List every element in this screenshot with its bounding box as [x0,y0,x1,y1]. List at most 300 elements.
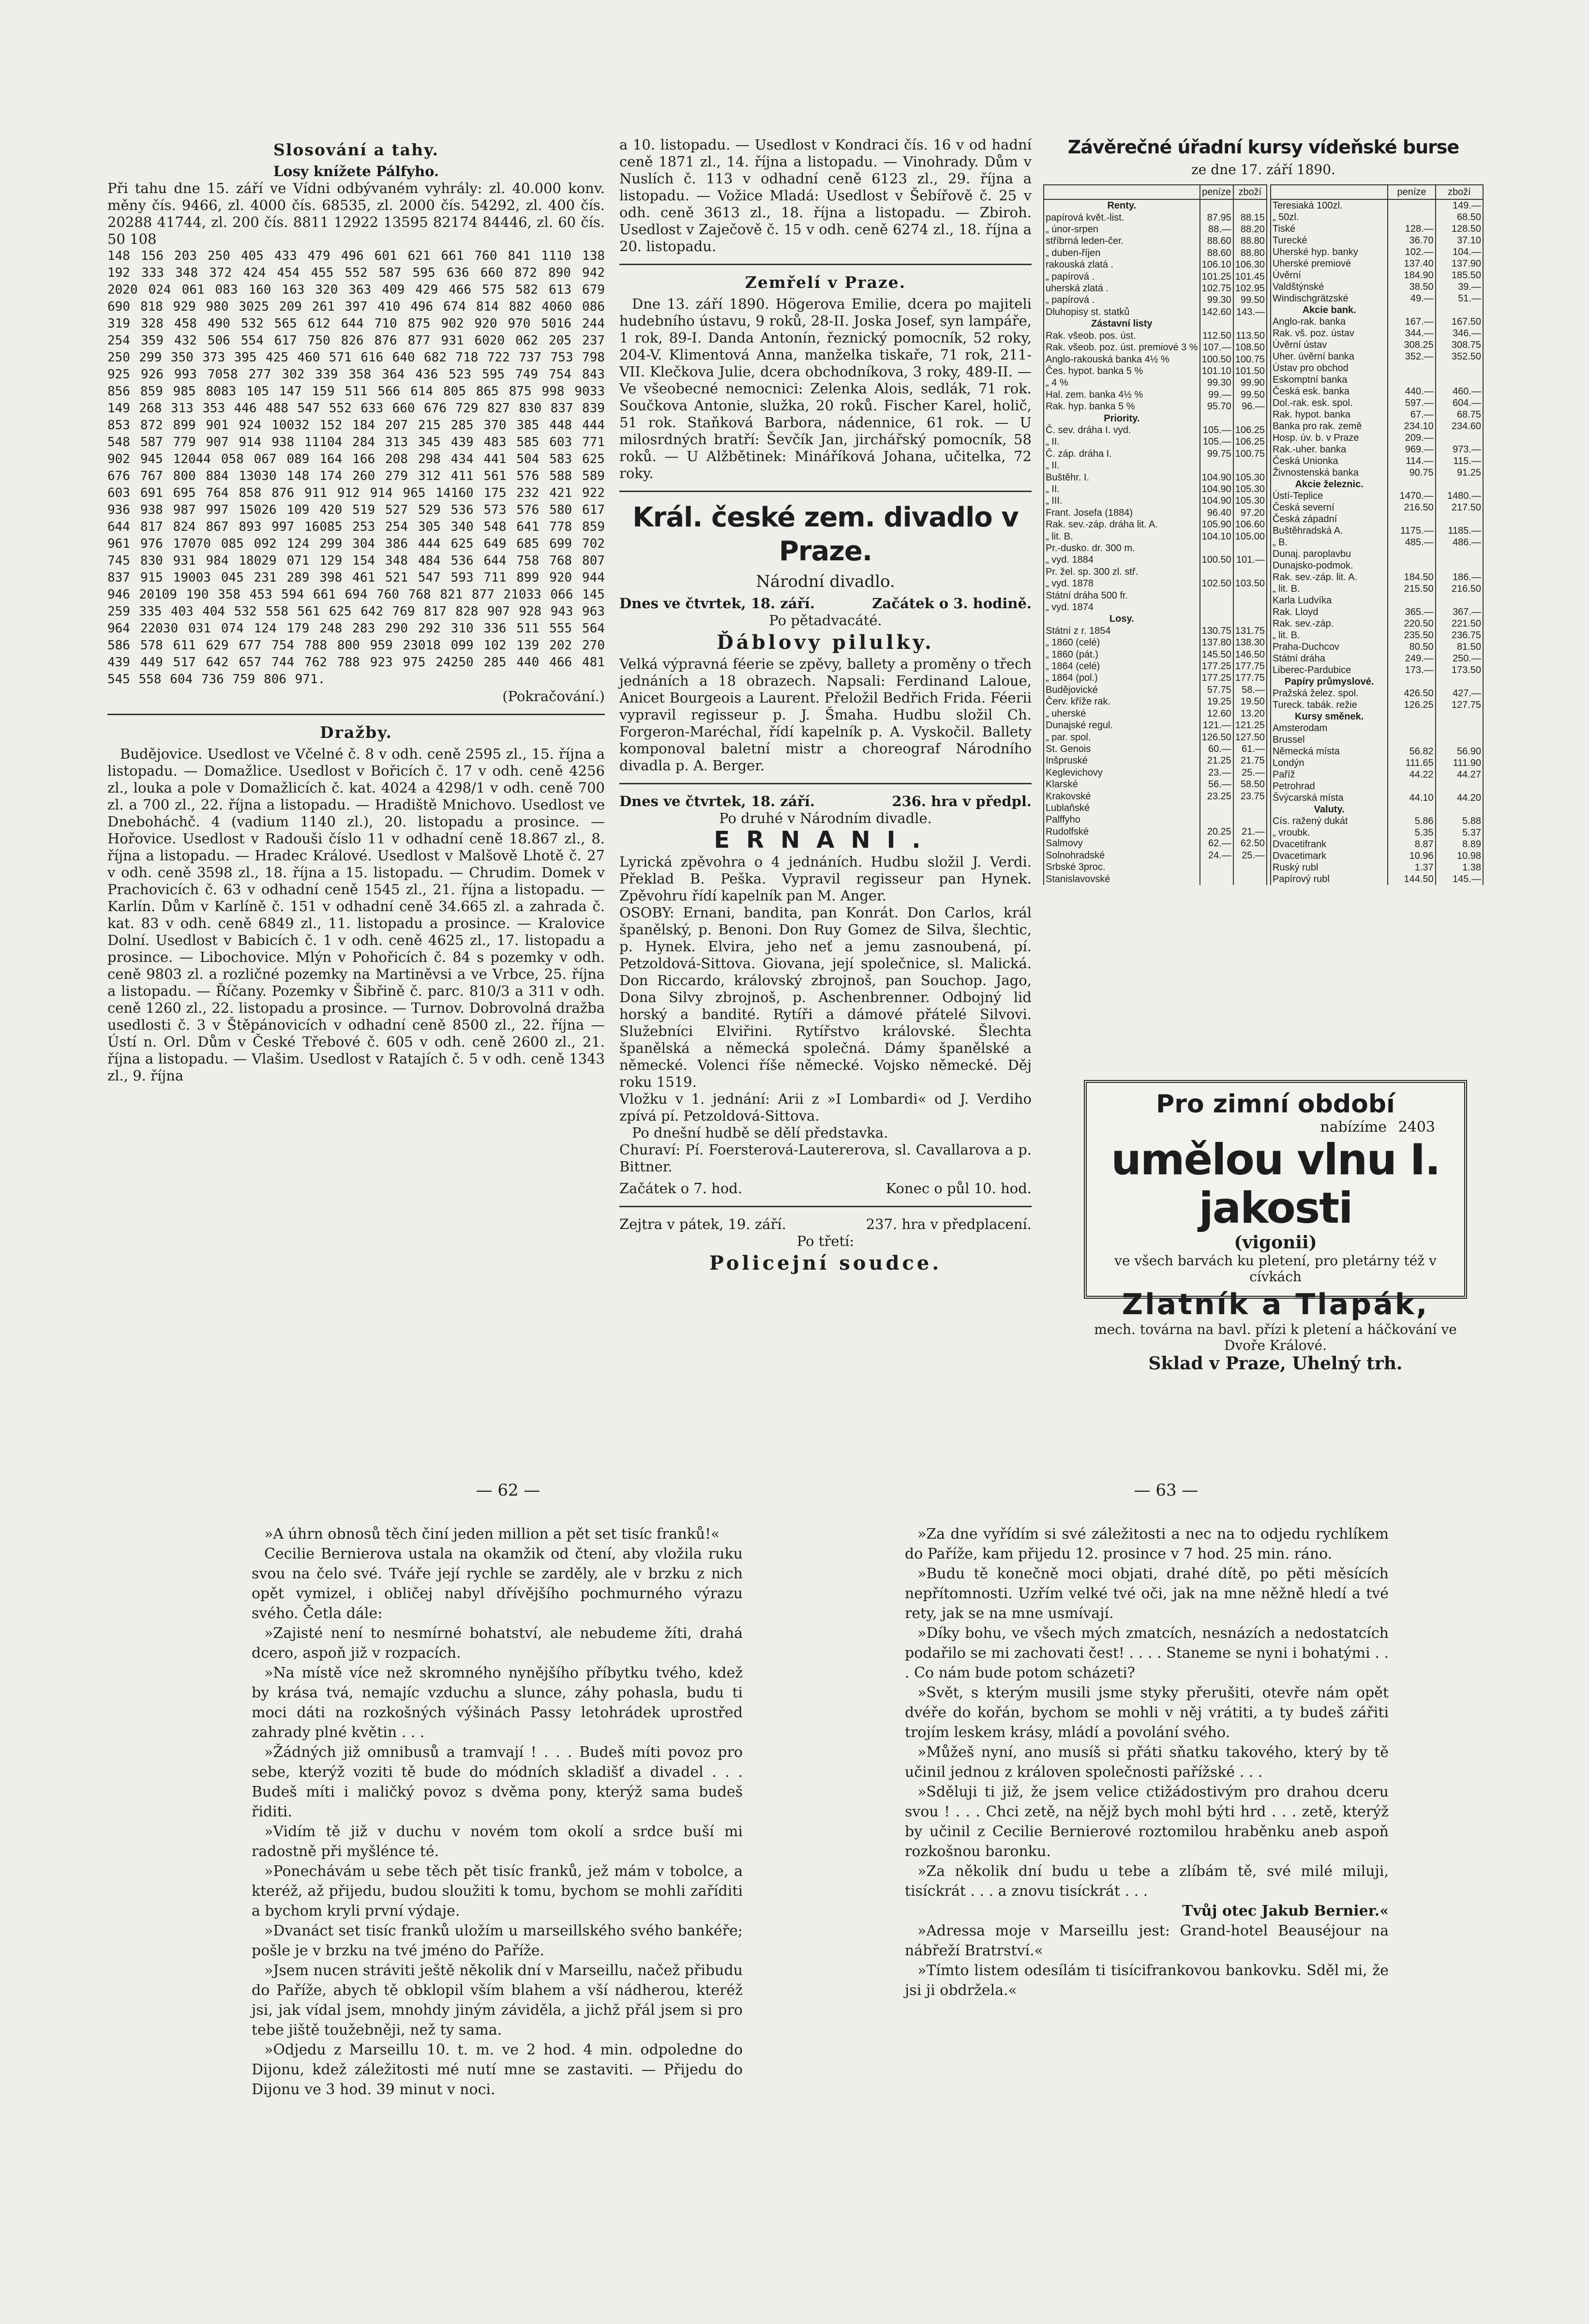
kurs-row [1271,409,1483,420]
kurs-penize [1388,676,1435,688]
kurs-zbozi: 106.30 [1233,259,1267,270]
kurs-zbozi: 44.27 [1436,769,1483,780]
kurs-penize: 99.30 [1200,294,1233,306]
kurs-name: Anglo-rakouská banka 4½ % [1044,353,1200,365]
feuilleton-paragraph: »Žádných již omnibusů a tramvají ! . . . Budeš míti povoz pro sebe, kterýž voziti tě bude do módních skladišť a divadel . . . Budeš míti i maličký povoz s dvěma pony, kterýž sama budeš řiditi. [252,1744,743,1820]
p3-subtitle: Po třetí: [796,1233,854,1249]
kurs-name: Kursy směnek. [1271,711,1388,722]
kurs-row [1044,790,1267,802]
kurs-name: „ vroubk. [1271,827,1388,839]
kurs-row [1271,850,1483,862]
kurs-name: Rak. hyp. banka 5 % [1044,401,1200,412]
kurs-zbozi: 113.50 [1233,330,1267,341]
kurs-zbozi: 973.— [1436,444,1483,455]
kurs-penize: 24.— [1200,849,1233,861]
losy-numbers: 148 156 203 250 405 433 479 496 601 621 661 760 841 1110 138 192 333 348 372 424 454 455 552 587 595 636 660 872 890 942 2020 024 061 083 160 163 320 363 409 429 466 575 582 613 679 690 818 929 980 3025 209 261 397 410 496 674 814 882 4060 086 319 328 458 490 532 565 612 644 710 875 902 920 970 5016 244 254 359 432 506 554 617 750 826 876 877 931 6020 062 205 237 250 299 350 373 395 425 460 571 616 640 682 718 722 737 753 798 925 926 993 7058 277 302 339 358 364 436 523 595 749 754 843 856 859 985 8083 105 147 159 511 566 614 805 865 875 998 9033 149 268 313 353 446 488 547 552 633 660 676 729 827 830 837 839 853 872 899 901 924 10032 152 184 207 215 285 370 385 448 444 548 587 779 907 914 938 11104 284 313 345 439 483 585 603 771 902 945 12044 058 067 089 164 166 208 298 434 441 504 583 625 676 767 800 884 13030 148 174 260 279 312 411 561 576 588 589 603 691 695 764 858 876 911 912 914 965 14160 175 232 421 922 936 938 987 997 15026 109 420 519 527 529 536 573 576 580 617 644 817 824 867 893 997 16085 253 254 305 340 548 641 778 859 961 976 17070 085 092 124 299 304 386 444 625 649 685 699 702 745 830 931 984 18029 071 129 154 348 484 536 644 758 768 807 837 915 19003 045 231 289 398 461 521 547 593 711 899 920 944 946 20109 190 358 453 594 661 694 760 768 821 877 21033 066 145 259 335 403 404 532 558 561 625 642 769 817 828 907 928 943 963 964 22030 031 074 124 179 248 283 290 292 310 336 511 555 564 586 578 611 629 677 754 788 800 959 23018 099 102 139 202 270 439 449 517 642 657 744 762 788 923 975 24250 285 440 466 481 545 558 604 736 759 806 971. [107,249,605,687]
kurs-name: Česká západní [1271,513,1388,525]
kursy-title: Závěrečné úřadní kursy vídeňské burse [1067,136,1459,158]
kurs-penize: 126.25 [1388,699,1435,711]
kurs-row [1271,839,1483,850]
divider [619,491,1032,492]
kurs-zbozi: 8.89 [1436,839,1483,850]
kurs-section-row [1271,304,1483,316]
heading-drazby: Dražby. [319,723,393,742]
kurs-row [1271,827,1483,839]
kurs-penize: 173.— [1388,664,1435,676]
kurs-name: Č. záp. dráha I. [1044,448,1200,460]
col-header-name [1271,185,1388,199]
kurs-name: Krakovské [1044,790,1200,802]
kurs-penize: 344.— [1388,328,1435,339]
kurs-zbozi: 234.60 [1436,420,1483,432]
kurs-zbozi: 186.— [1436,571,1483,583]
kurs-row [1044,471,1267,483]
kurs-name: Stanislavovské [1044,873,1200,885]
kurs-penize: 88.— [1200,224,1233,235]
kurs-penize [1388,595,1435,606]
kurs-row [1044,814,1267,825]
kurs-name: „ III. [1044,495,1200,507]
kurs-penize: 144.50 [1388,873,1435,885]
kurs-zbozi: 145.— [1436,873,1483,885]
kurs-name: „ vyd. 1878 [1044,578,1200,589]
kurs-row [1271,618,1483,630]
kurs-zbozi: 61.— [1233,743,1267,755]
kurs-name: Teresiaká 100zl. [1271,199,1388,211]
p2-posledni: Po dnešní hudbě se dělí představka. [632,1125,888,1141]
kurs-name: Srbské 3proc. [1044,861,1200,873]
kurs-name: Rak. všeob. pos. úst. [1044,330,1200,341]
kurs-zbozi: 88.20 [1233,224,1267,235]
drazby-continued-text: a 10. listopadu. — Usedlost v Kondraci čís. 16 v od hadní ceně 1871 zl., 14. října a listopadu. — Vinohrady. Dům v Nuslích č. 113 v odhadní ceně 6123 zl., 29. října a listopadu. — Vožice Mladá: Usedlost v Šebířově č. 25 v odh. ceně 3613 zl., 18. října a listopadu. — Zbiroh. Usedlost v Zaječově č. 15 v odh. ceně 6274 zl., 18. října a 20. listopadu. [619,136,1032,255]
kurs-penize: 1175.— [1388,525,1435,537]
kurs-name: Rak. všeob. poz. úst. premiové 3 % [1044,342,1200,353]
kurs-zbozi: 105.30 [1233,495,1267,507]
p2-subtitle: Po druhé v Národním divadle. [719,810,932,826]
kurs-penize: 104.10 [1200,530,1233,542]
kurs-row [1044,720,1267,731]
kurs-name: Pražská želez. spol. [1271,688,1388,699]
kurs-penize: 99.30 [1200,377,1233,389]
kurs-penize [1200,613,1233,625]
divider [619,1206,1032,1207]
kurs-zbozi: 111.90 [1436,757,1483,769]
losy-text: Při tahu dne 15. září ve Vídni odbývaném vyhrály: zl. 40.000 konv. měny čís. 9466, zl. 4000 čís. 68535, zl. 2000 čís. 54292, zl. 400 čís. 20288 41744, zl. 200 čís. 8811 12922 13595 82174 84446, zl. 60 čís. 50 108 [107,180,605,247]
kurs-row [1044,530,1267,542]
col-header-penize: peníze [1388,185,1435,199]
kurs-row [1044,401,1267,412]
kurs-name: Losy. [1044,613,1200,625]
kurs-zbozi [1233,199,1267,211]
kurs-zbozi: 217.50 [1436,502,1483,513]
p2-osoby: OSOBY: Ernani, bandita, pan Konrát. Don Carlos, král španělský, p. Benoni. Don Ruy Gomez de Silva, šlechtic, p. Hynek. Elvira, jeho neť a jemu zasnoubená, pí. Petzoldová-Sittova. Giovana, její společnice, sl. Malická. Don Riccardo, královský zbrojnoš, pan Souchop. Jago, Dona Silvy zbrojnoš, p. Aschenbrenner. Odbojný lid horský a bandité. Rytíři a dámové přátelé Silvovi. Služebníci Elviřini. Rytířstvo královské. Šlechta španělská a německá společná. Dámy španělské a německé. Volenci říše německé. Vojsko německé. Děj roku 1519. [619,904,1032,1090]
kurs-penize: 220.50 [1388,618,1435,630]
kurs-penize [1388,722,1435,734]
kurs-zbozi: 106.60 [1233,519,1267,530]
kurs-row [1271,560,1483,571]
kurs-zbozi [1436,595,1483,606]
kurs-name: Inšpruské [1044,755,1200,766]
feuilleton-paragraph: »Budu tě konečně moci objati, drahé dítě, po pěti měsících nepřítomnosti. Uzřím velké tvé oči, jak na mne něžně hledí a tvé rety, jak se na mne usmívají. [905,1565,1389,1622]
kurs-zbozi [1233,814,1267,825]
kurs-name: Česká Unionka [1271,455,1388,467]
feuilleton-paragraph: »Za dne vyřídím si své záležitosti a nec na to odjedu rychlíkem do Paříže, kam přijedu 12. prosince v 7 hod. 25 min. ráno. [905,1526,1389,1562]
kurs-name: Buštěhradská A. [1271,525,1388,537]
kurs-zbozi: 25.— [1233,849,1267,861]
p1-title: Ďáblovy pilulky. [717,631,934,654]
page-number-left: — 62 — [476,1481,540,1500]
kurs-name: Rak. sev.-záp. lit. A. [1271,571,1388,583]
kurs-row [1044,247,1267,259]
kurs-zbozi: 99.50 [1233,389,1267,401]
kurs-zbozi: 81.50 [1436,641,1483,653]
kurs-penize: 95.70 [1200,401,1233,412]
kurs-penize [1388,711,1435,722]
kurs-zbozi [1436,734,1483,746]
kurs-zbozi: 13.20 [1233,707,1267,719]
kurs-zbozi: 99.90 [1233,377,1267,389]
kurs-zbozi: 460.— [1436,386,1483,397]
kurs-name: Brussel [1271,734,1388,746]
kurs-zbozi: 23.75 [1233,790,1267,802]
kurs-penize [1388,362,1435,374]
kurs-penize: 440.— [1388,386,1435,397]
kurs-row [1271,734,1483,746]
kurs-row [1271,397,1483,409]
kurs-penize: 104.90 [1200,495,1233,507]
ad-nabizime: nabízíme [1320,1119,1387,1136]
kurs-name: Živnostenská banka [1271,467,1388,479]
ad-number: 2403 [1398,1119,1435,1136]
kurs-penize: 121.— [1200,720,1233,731]
kurs-zbozi: 19.50 [1233,696,1267,707]
kurs-zbozi: 88.15 [1233,211,1267,223]
kurs-row [1271,258,1483,270]
p1-poradi: Po pětadvacáté. [769,612,882,629]
kurs-row [1271,420,1483,432]
kurs-penize [1200,589,1233,601]
kurs-row [1044,779,1267,790]
kurs-row [1044,294,1267,306]
p3-date: Zejtra v pátek, 19. září. [619,1216,786,1232]
kurs-penize: 12.60 [1200,707,1233,719]
kurs-name: Ústí-Teplice [1271,490,1388,502]
kurs-section-row [1044,318,1267,330]
kurs-zbozi: 221.50 [1436,618,1483,630]
narodni-divadlo: Národní divadlo. [756,572,895,591]
feuilleton-paragraph: »Na místě více než skromného nynějšího příbytku tvého, kdež by krása tvá, nemajíc vzduchu a slunce, záhy pohasla, budu ti moci dáti na rozkošných výšinách Passy letohrádek uprostřed zahrady plné květin . . . [252,1664,743,1741]
kurs-name: Keglevichovy [1044,767,1200,779]
kurs-row [1044,283,1267,294]
feuilleton-paragraph: »Dvanáct set tisíc franků uložím u marseillského svého bankéře; pošle je v brzku na tvé jméno do Paříže. [252,1922,743,1959]
kurs-name: Valdštýnské [1271,281,1388,293]
kurs-name: Pr. žel. sp. 300 zl. stř. [1044,566,1200,578]
feuilleton-paragraph: »Ponechávám u sebe těch pět tisíc franků, jež mám v tobolce, a kteréž, až přijedu, budou sloužiti k tomu, bychom se mohli zaříditi a bychom kryli první výdaje. [252,1863,743,1919]
kurs-zbozi: 604.— [1436,397,1483,409]
kurs-zbozi: 51.— [1436,293,1483,304]
kurs-row [1271,583,1483,595]
kurs-name: Hal. zem. banka 4½ % [1044,389,1200,401]
kurs-penize: 23.25 [1200,790,1233,802]
kurs-row [1271,513,1483,525]
p1-date: Dnes ve čtvrtek, 18. září. [619,595,815,612]
kurs-penize: 57.75 [1200,684,1233,696]
kurs-zbozi: 99.50 [1233,294,1267,306]
kurs-penize: 5.86 [1388,815,1435,827]
ad-line-sklad: Sklad v Praze, Uhelný trh. [1148,1353,1403,1374]
kurs-row [1271,571,1483,583]
kurs-zbozi: 5.37 [1436,827,1483,839]
feuilleton-paragraph: »Tímto listem odesílám ti tisícifrankovou bankovku. Sděl mi, že jsi ji obdržela.« [905,1962,1389,1999]
kurs-name: „ II. [1044,460,1200,471]
kurs-row [1271,328,1483,339]
kurs-penize: 352.— [1388,351,1435,362]
kurs-penize [1388,780,1435,792]
kurs-penize: 177.25 [1200,660,1233,672]
kurs-name: Papíry průmyslové. [1271,676,1388,688]
kurs-name: „ II. [1044,483,1200,495]
kurs-penize: 23.— [1200,767,1233,779]
kurs-row [1271,339,1483,351]
kurs-name: Akcie železnic. [1271,479,1388,490]
kurs-name: Klarské [1044,779,1200,790]
kurs-penize: 114.— [1388,455,1435,467]
kurs-name: „ II. [1044,436,1200,448]
p2-vlozky: Vložku v 1. jednání: Arii z »I Lombardi« od J. Verdiho zpívá pí. Petzoldová-Sittova. [619,1091,1032,1124]
kurs-penize [1388,548,1435,560]
kurs-name: „ 1864 (celé) [1044,660,1200,672]
kurs-name: „ par. spol. [1044,731,1200,743]
kurs-zbozi: 58.50 [1233,779,1267,790]
kurs-penize: 130.75 [1200,625,1233,637]
kurs-penize: 184.50 [1388,571,1435,583]
kurs-zbozi [1233,566,1267,578]
kurs-zbozi: 21.75 [1233,755,1267,766]
kurs-name: Amsterodam [1271,722,1388,734]
feuilleton-right-column [905,1524,1389,2153]
kurs-penize [1388,734,1435,746]
kurs-name: „ lit. B. [1044,530,1200,542]
kurs-name: papírová květ.-list. [1044,211,1200,223]
col-header-zbozi: zboží [1233,185,1267,199]
kurs-name: „ papírová . [1044,294,1200,306]
kurs-penize [1388,374,1435,386]
kurs-zbozi: 25.— [1233,767,1267,779]
kurs-row [1271,548,1483,560]
column-divadlo [619,136,1032,1274]
kurs-penize: 177.25 [1200,672,1233,684]
kurs-row [1271,235,1483,246]
ad-line-barvy: ve všech barvách ku pletení, pro pletárny též v cívkách [1114,1253,1437,1285]
kurs-row [1044,731,1267,743]
kurs-zbozi [1436,304,1483,316]
divider [107,714,605,715]
divadlo-title: Král. české zem. divadlo v Praze. [632,502,1019,567]
kurs-penize: 145.50 [1200,648,1233,660]
kurs-name: Tureck. tabák. režie [1271,699,1388,711]
kurs-row [1271,653,1483,664]
kurs-name: Petrohrad [1271,780,1388,792]
losy-title: Losy knížete Pálfyho. [273,163,439,180]
kurs-row [1271,769,1483,780]
kurs-row [1044,365,1267,377]
kurs-name: „ 1860 (celé) [1044,637,1200,648]
kurs-name: Č. sev. dráha I. vyd. [1044,424,1200,436]
kurs-penize: 106.10 [1200,259,1233,270]
kurs-zbozi: 308.75 [1436,339,1483,351]
kurs-section-row [1044,412,1267,424]
kurs-penize: 10.96 [1388,850,1435,862]
kurs-zbozi [1233,601,1267,613]
kurs-row [1271,641,1483,653]
kurs-name: Rudolfské [1044,826,1200,838]
kurs-penize: 38.50 [1388,281,1435,293]
kurs-row [1271,211,1483,223]
kurs-zbozi: 105.00 [1233,530,1267,542]
kurs-penize: 142.60 [1200,306,1233,318]
kurs-name: Praha-Duchcov [1271,641,1388,653]
kurs-zbozi [1233,412,1267,424]
feuilleton-paragraph: »Sděluji ti již, že jsem velice ctižádostivým pro drahou dceru svou ! . . . Chci zetě, na nějž bych mohl býti hrd . . . zetě, kterýž by učinil z Cecilie Bernierové roztomilou hraběnku aneb aspoň rozkošnou baronku. [905,1784,1389,1860]
kurs-penize: 105.90 [1200,519,1233,530]
feuilleton-left-column [252,1524,743,2153]
kurs-penize: 8.87 [1388,839,1435,850]
kurs-zbozi [1233,613,1267,625]
feuilleton-paragraph: Cecilie Bernierova ustala na okamžik od čtení, aby vložila ruku svou na čelo své. Tváře její rychle se zarděly, ale v brzku z nich opět vymizel, i obličej nabyl dřívějšího pochmurného výrazu svého. Četla dále: [252,1545,743,1622]
kurs-name: stříbrná leden-čer. [1044,235,1200,247]
kurs-zbozi [1233,460,1267,471]
kurs-name: Dvacetimark [1271,850,1388,862]
zemreli-text: Dne 13. září 1890. Högerova Emilie, dcera po majiteli hudebního ústavu, 9 roků, 28-II. Joska Josef, syn lampáře, 1 rok, 89-I. Danda Antonín, řeznický pomocník, 52 roky, 204-V. Klimentová Anna, manželka tiskaře, 71 rok, 211-VII. Klečkova Julie, dcera obchodníkova, 3 roky, 489-II. — Ve všeobecné nemocnici: Zelenka Alois, sedlák, 71 rok. Součkova Antonie, služka, 20 roků. Fischer Karel, holič, 51 rok. Staňková Barbora, nádennice, 61 rok. — U milosrdných bratří: Ševčík Jan, jirchářský pomocník, 58 roků. — U Alžbětinek: Mináříková Johana, učitelka, 72 roky. [619,296,1032,481]
kurs-zbozi: 177.75 [1233,660,1267,672]
kurs-penize [1388,304,1435,316]
kurs-name: Úvěrní ústav [1271,339,1388,351]
kurs-penize [1388,479,1435,490]
kurs-penize: 44.22 [1388,769,1435,780]
kurs-row [1271,502,1483,513]
kurs-zbozi: 58.— [1233,684,1267,696]
kurs-penize: 234.10 [1388,420,1435,432]
kurs-row [1271,722,1483,734]
kurs-zbozi: 102.95 [1233,283,1267,294]
col-header-zbozi: zboží [1436,185,1483,199]
kurs-zbozi: 21.— [1233,826,1267,838]
kurs-zbozi: 56.90 [1436,746,1483,757]
kurs-section-row [1044,199,1267,211]
kurs-zbozi [1436,374,1483,386]
kurs-row [1044,861,1267,873]
p1-text: Velká výpravná féerie se zpěvy, ballety a proměny o třech jednáních a 18 obrazech. Napsali: Ferdinand Laloue, Anicet Bourgeois a Laurent. Přeložil Bedřich Frida. Féerii vypravil regisseur p. J. Šmaha. Hudbu složil Ch. Forgeron-Maréchal, řídí kapelník p. A. Vyskočil. Ballety komponoval baletní mistr a choreograf Národního divadla p. A. Berger. [619,656,1032,774]
feuilleton-paragraph: »Můžeš nyní, ano musíš si přáti sňatku takového, který by tě učinil jednou z královen společnosti pařížské . . . [905,1744,1389,1781]
losy-continued: (Pokračování.) [502,688,605,705]
p2-number: 236. hra v předpl. [892,793,1032,810]
kurs-name: Dunajské regul. [1044,720,1200,731]
kurs-zbozi: 137.90 [1436,258,1483,270]
kurs-zbozi: 177.75 [1233,672,1267,684]
kurs-penize: 104.90 [1200,483,1233,495]
kurs-penize: 209.— [1388,432,1435,444]
kurs-row [1044,660,1267,672]
kurs-zbozi: 149.— [1436,199,1483,211]
kurs-penize: 88.60 [1200,247,1233,259]
p2-text: Lyrická zpěvohra o 4 jednáních. Hudbu složil J. Verdi. Překlad B. Peška. Vypravil regisseur pan Hynek. Zpěvohru řídí kapelník pan M. Anger. [619,854,1032,904]
kurs-penize: 216.50 [1388,502,1435,513]
kurs-penize: 107.— [1200,342,1233,353]
kurs-zbozi: 143.— [1233,306,1267,318]
kurs-zbozi: 1.38 [1436,862,1483,873]
kurs-zbozi: 146.50 [1233,648,1267,660]
kurs-section-row [1271,711,1483,722]
kurs-penize [1200,861,1233,873]
kurs-name: Rak. sev.-záp. [1271,618,1388,630]
kurs-name: Frant. Josefa (1884) [1044,507,1200,519]
kurs-name: „ lit. B. [1271,583,1388,595]
kurs-zbozi: 185.50 [1436,270,1483,281]
kurs-row [1044,589,1267,601]
kurs-row [1044,578,1267,589]
kurs-name: Priority. [1044,412,1200,424]
p2-date: Dnes ve čtvrtek, 18. září. [619,793,815,810]
kurs-row [1271,699,1483,711]
kurs-penize: 104.90 [1200,471,1233,483]
kurs-zbozi [1436,560,1483,571]
kurs-row [1271,444,1483,455]
kurs-name: Státní dráha 500 fr. [1044,589,1200,601]
kurs-zbozi [1233,318,1267,330]
divider [619,783,1032,784]
kurs-penize: 90.75 [1388,467,1435,479]
kurs-row [1044,330,1267,341]
kurs-penize: 137.40 [1388,258,1435,270]
kurs-row [1271,490,1483,502]
kurs-penize: 99.75 [1200,448,1233,460]
kurs-zbozi: 103.50 [1233,578,1267,589]
kurs-name: „ papírová . [1044,270,1200,282]
kurs-name: Renty. [1044,199,1200,211]
kurs-row [1271,467,1483,479]
kurs-row [1044,601,1267,613]
kurs-penize [1200,318,1233,330]
kurs-penize: 126.50 [1200,731,1233,743]
kurs-penize: 36.70 [1388,235,1435,246]
column-kursy [1043,136,1484,1080]
kurs-name: Červ. kříže rak. [1044,696,1200,707]
kurs-penize: 308.25 [1388,339,1435,351]
kurs-row [1044,625,1267,637]
kurs-zbozi: 10.98 [1436,850,1483,862]
kurs-name: Dol.-rak. esk. spol. [1271,397,1388,409]
kurs-name: Pr.-dusko. dr. 300 m. [1044,542,1200,554]
feuilleton-paragraph: »Svět, s kterým musili jsme styky přerušiti, otevře nám opět dvéře do kořán, bychom se mohli v něj vrátiti, a ty budeš zářiti trojím leskem krásy, mládí a povolání svého. [905,1684,1389,1741]
kurs-penize [1388,513,1435,525]
kurs-penize: 56.— [1200,779,1233,790]
kurs-penize: 101.25 [1200,270,1233,282]
kurs-zbozi [1233,589,1267,601]
kurs-penize: 20.25 [1200,826,1233,838]
kurs-penize: 137.80 [1200,637,1233,648]
kurs-row [1044,743,1267,755]
feuilleton-paragraph: »Vidím tě již v duchu v novém tom okolí a srdce buší mi radostně při myšlénce té. [252,1823,743,1860]
kurs-name: Rak.-uher. banka [1271,444,1388,455]
kurs-zbozi: 62.50 [1233,838,1267,849]
kurs-penize: 56.82 [1388,746,1435,757]
kurs-row [1044,696,1267,707]
kurs-zbozi: 101.— [1233,554,1267,566]
kurs-penize: 80.50 [1388,641,1435,653]
page-number-right: — 63 — [1134,1481,1199,1500]
kurs-zbozi: 105.30 [1233,483,1267,495]
kurs-zbozi: 167.50 [1436,316,1483,328]
